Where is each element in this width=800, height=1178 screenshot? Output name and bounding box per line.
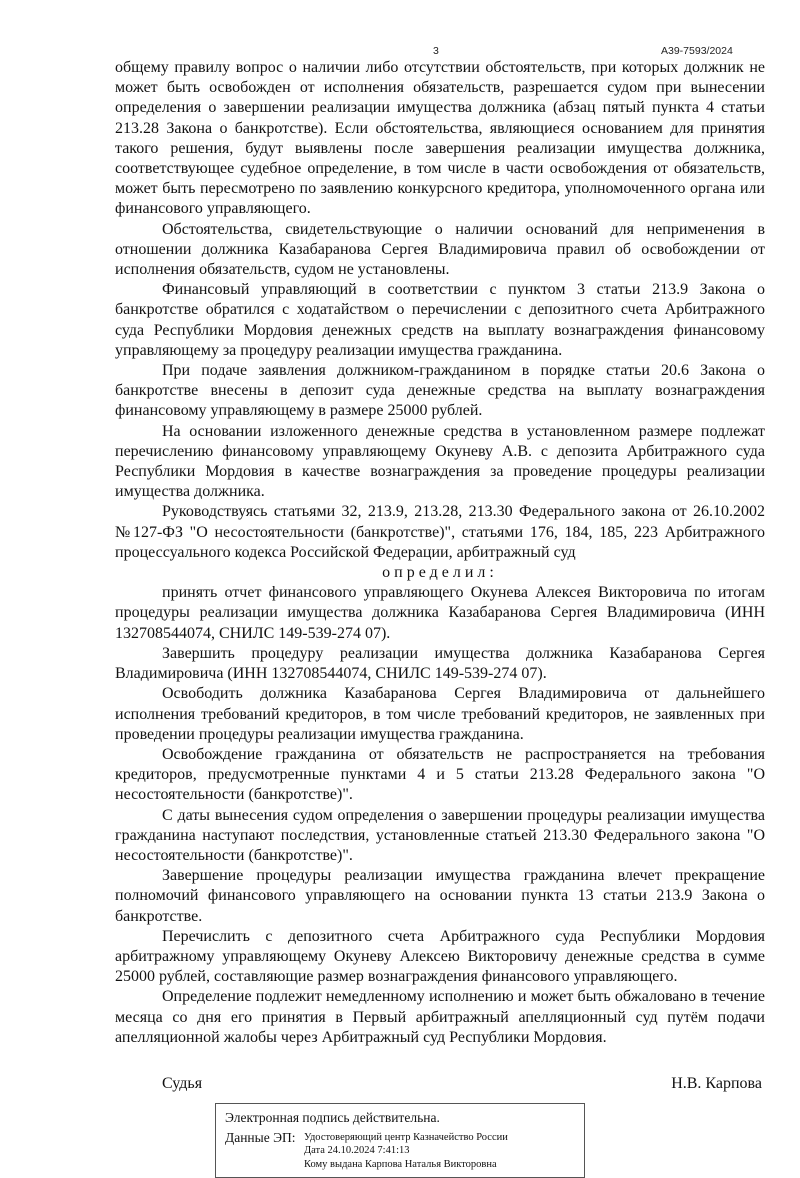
- case-number: А39-7593/2024: [661, 45, 733, 57]
- page-number: 3: [433, 45, 439, 57]
- paragraph: При подаче заявления должником-гражданином в порядке статьи 20.6 Закона о банкротстве внесены в депозит суда денежные средства на выплату вознаграждения финансовому управляющему в размере 25000 рублей.: [115, 362, 765, 420]
- signature-role: Судья: [162, 1074, 203, 1092]
- e-signature-details: [304, 1129, 508, 1172]
- e-signature-body: [225, 1129, 575, 1172]
- ruling-paragraph: Перечислить с депозитного счета Арбитражного суда Республики Мордовия арбитражному управляющему Окуневу Алексею Викторовичу денежные средства в сумме 25000 рублей, составляющие размер вознаграждения финансового управляющего.: [115, 927, 765, 986]
- ruling-paragraph: Завершить процедуру реализации имущества должника Казабаранова Сергея Владимировича (ИНН 132708544074, СНИЛС 149-539-274 07).: [115, 644, 765, 683]
- e-signature-date: Дата 24.10.2024 7:41:13: [304, 1145, 410, 1157]
- paragraph: Финансовый управляющий в соответствии с пунктом 3 статьи 213.9 Закона о банкротстве обратился с ходатайством о перечислении с депозитного счета Арбитражного суда Республики Мордовия денежных средств на выплату вознаграждения финансовому управляющему за процедуру реализации имущества гражданина.: [115, 281, 765, 359]
- page-header: [0, 0, 800, 64]
- ruling-paragraph: Освобождение гражданина от обязательств не распространяется на требования кредиторов, предусмотренные пунктами 4 и 5 статьи 213.28 Федерального закона "О несостоятельности (банкротстве)".: [115, 745, 765, 804]
- e-signature-owner: Кому выдана Карпова Наталья Викторовна: [304, 1158, 497, 1170]
- paragraph: Руководствуясь статьями 32, 213.9, 213.28, 213.30 Федерального закона от 26.10.2002 №127-ФЗ "О несостоятельности (банкротстве)", статьями 176, 184, 185, 223 Арбитражного процессуального кодекса Российской Федерации, арбитражный суд: [115, 503, 765, 561]
- paragraph: общему правилу вопрос о наличии либо отсутствии обстоятельств, при которых должник не может быть освобожден от исполнения обязательств, разрешается судом при вынесении определения о завершении реализации имущества должника (абзац пятый пункта 4 статьи 213.28 Закона о банкротстве). Если обстоятельства, являющиеся основанием для принятия такого решения, будут выявлены после завершения реализации имущества должника, соответствующее судебное определение, в том числе в части освобождения от обязательств, может быть пересмотрено по заявлению конкурсного кредитора, уполномоченного органа или финансового управляющего.: [115, 59, 765, 218]
- paragraph: На основании изложенного денежные средства в установленном размере подлежат перечислению финансовому управляющему Окуневу А.В. с депозита Арбитражного суда Республики Мордовия в качестве вознаграждения за проведение процедуры реализации имущества должника.: [115, 422, 765, 501]
- e-signature-label: Данные ЭП:: [225, 1129, 296, 1145]
- e-signature-issuer: Удостоверяющий центр Казначейство России: [304, 1131, 508, 1143]
- ruling-paragraph: принять отчет финансового управляющего Окунева Алексея Викторовича по итогам процедуры реализации имущества должника Казабаранова Сергея Владимировича (ИНН 132708544074, СНИЛС 149-539-274 07).: [115, 584, 765, 642]
- ruling-paragraph: С даты вынесения судом определения о завершении процедуры реализации имущества гражданина наступают последствия, установленные статьей 213.30 Федерального закона "О несостоятельности (банкротстве)".: [115, 806, 765, 864]
- ruling-paragraph: Освободить должника Казабаранова Сергея Владимировича от дальнейшего исполнения требований кредиторов, в том числе требований кредиторов, не заявленных при проведении процедуры реализации имущества гражданина.: [115, 685, 765, 743]
- e-signature-stamp: [215, 1103, 585, 1178]
- paragraph: Обстоятельства, свидетельствующие о наличии оснований для неприменения в отношении должника Казабаранова Сергея Владимировича правил об освобождении от исполнения обязательств, судом не установлены.: [115, 220, 765, 279]
- e-signature-title: Электронная подпись действительна.: [225, 1109, 440, 1125]
- ruling-heading: определил:: [382, 564, 498, 582]
- signature-name: Н.В. Карпова: [671, 1074, 762, 1092]
- ruling-paragraph: Определение подлежит немедленному исполнению и может быть обжаловано в течение месяца со дня его принятия в Первый арбитражный апелляционный суд путём подачи апелляционной жалобы через Арбитражный суд Республики Мордовия.: [115, 988, 765, 1046]
- ruling-paragraph: Завершение процедуры реализации имущества гражданина влечет прекращение полномочий финансового управляющего на основании пункта 13 статьи 213.9 Закона о банкротстве.: [115, 867, 765, 925]
- document-body: [115, 58, 765, 1048]
- signature-row: [162, 1075, 762, 1097]
